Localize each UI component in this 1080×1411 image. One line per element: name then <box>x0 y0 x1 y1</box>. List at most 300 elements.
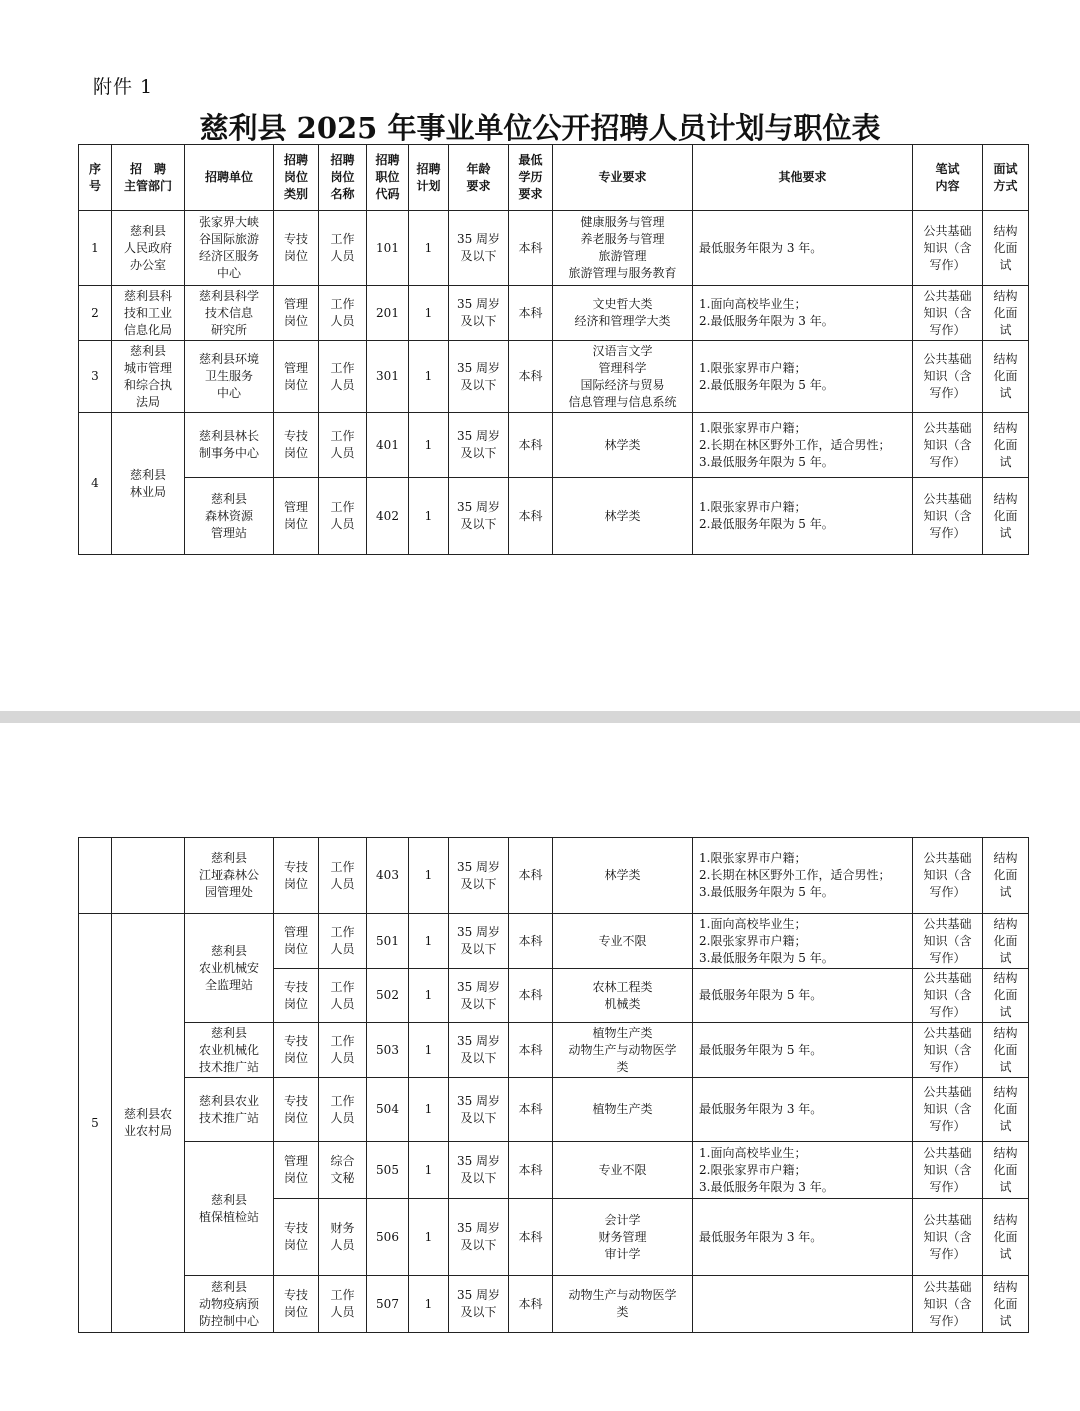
cell-line: 35 周岁 <box>456 500 501 514</box>
seq-cell: 5 <box>79 914 112 1333</box>
cell-line: 岗位 <box>283 1171 308 1185</box>
cell-line: 1.限张家界市户籍； <box>699 851 807 865</box>
cell-line: 专业不限 <box>598 933 647 948</box>
header-exam <box>913 145 983 211</box>
cell-line: 中心 <box>216 386 241 400</box>
cell-line: 文秘 <box>330 1171 355 1185</box>
interview-cell <box>983 478 1029 555</box>
cell-line: 35 周岁 <box>456 1288 501 1302</box>
cell-line: 专技 <box>283 1221 308 1235</box>
cell-line: 旅游管理与服务教育 <box>568 266 677 280</box>
major-cell <box>553 1078 693 1142</box>
table-row <box>79 1078 1029 1142</box>
other-cell <box>693 1276 913 1333</box>
plan-cell: 1 <box>409 969 449 1023</box>
cell-line: 35 周岁 <box>456 297 501 311</box>
cell-line: 慈利县 <box>210 851 247 865</box>
cell-line: 慈利县 <box>129 223 166 238</box>
table-row <box>79 286 1029 341</box>
age-cell <box>449 286 509 341</box>
cell-line: 知识（含 <box>923 1296 972 1311</box>
cell-line: 及以下 <box>460 942 497 956</box>
cell-line: 写作） <box>929 386 966 400</box>
cell-line: 工作 <box>330 1034 355 1048</box>
header-plan <box>409 145 449 211</box>
cell-line: 岗位 <box>283 377 308 392</box>
cell-line: 试 <box>999 386 1012 400</box>
other-cell <box>693 914 913 969</box>
seq-cell: 4 <box>79 413 112 555</box>
cell-line: 全监理站 <box>204 977 253 992</box>
cell-line: 1.面向高校毕业生； <box>699 916 807 931</box>
cell-line: 化面 <box>993 240 1018 255</box>
unit-cell <box>185 211 274 286</box>
cell-line: 业农村局 <box>123 1124 172 1138</box>
cell-line: 笔试 <box>935 161 960 176</box>
cell-line: 工作 <box>330 1288 355 1302</box>
table-row <box>79 478 1029 555</box>
age-cell <box>449 1276 509 1333</box>
post-type-cell <box>274 1142 319 1199</box>
cell-line: 及以下 <box>460 314 497 328</box>
other-cell <box>693 286 913 341</box>
cell-line: 林学类 <box>604 437 641 452</box>
cell-line: 慈利县农 <box>123 1107 172 1121</box>
header-code <box>367 145 409 211</box>
interview-cell <box>983 1023 1029 1078</box>
plan-cell: 1 <box>409 1142 449 1199</box>
code-cell: 502 <box>367 969 409 1023</box>
exam-cell <box>913 1142 983 1199</box>
post-type-cell <box>274 478 319 555</box>
cell-line: 知识（含 <box>923 1102 972 1116</box>
edu-cell: 本科 <box>509 1199 553 1276</box>
cell-line: 化面 <box>993 988 1018 1002</box>
cell-line: 专技 <box>283 429 308 443</box>
cell-line: 信息化局 <box>123 322 172 337</box>
cell-line: 化面 <box>993 1229 1018 1244</box>
cell-line: 35 周岁 <box>456 429 501 443</box>
plan-cell: 1 <box>409 838 449 914</box>
cell-line: 及以下 <box>460 876 497 891</box>
cell-line: 林学类 <box>604 868 641 882</box>
cell-line: 试 <box>999 1313 1012 1328</box>
cell-line: 林业局 <box>129 484 166 499</box>
cell-line: 写作） <box>929 1246 966 1261</box>
cell-line: 会计学 <box>604 1212 641 1227</box>
cell-line: 1.限张家界市户籍； <box>699 500 807 514</box>
post-name-cell <box>319 413 367 478</box>
cell-line: 及以下 <box>460 446 497 460</box>
major-cell <box>553 341 693 413</box>
exam-cell <box>913 478 983 555</box>
interview-cell <box>983 1078 1029 1142</box>
code-cell: 402 <box>367 478 409 555</box>
cell-line: 岗位 <box>283 446 308 460</box>
cell-line: 技术推广站 <box>198 1110 259 1125</box>
cell-line: 35 周岁 <box>456 1093 501 1108</box>
cell-line: 公共基础 <box>923 1025 972 1040</box>
unit-cell <box>185 838 274 914</box>
header-interview <box>983 145 1029 211</box>
major-cell <box>553 286 693 341</box>
post-type-cell <box>274 211 319 286</box>
table-row <box>79 1142 1029 1199</box>
cell-line: 管理 <box>283 500 308 514</box>
cell-line: 35 周岁 <box>456 859 501 874</box>
cell-line: 人员 <box>330 1305 355 1319</box>
cell-line: 写作） <box>929 1005 966 1019</box>
cell-line: 工作 <box>330 297 355 311</box>
table-row <box>79 413 1029 478</box>
cell-line: 知识（含 <box>923 369 972 383</box>
major-cell <box>553 211 693 286</box>
code-cell: 507 <box>367 1276 409 1333</box>
cell-line: 1.面向高校毕业生； <box>699 1145 807 1160</box>
cell-line: 慈利县科学 <box>198 288 259 303</box>
major-cell <box>553 1199 693 1276</box>
seq-cell <box>79 838 112 914</box>
cell-line: 结构 <box>993 491 1018 506</box>
other-cell <box>693 1142 913 1199</box>
unit-cell <box>185 341 274 413</box>
cell-line: 招聘 <box>416 161 441 176</box>
cell-line: 结构 <box>993 1025 1018 1040</box>
cell-line: 人员 <box>330 249 355 263</box>
cell-line: 人员 <box>330 942 355 956</box>
cell-line: 学历 <box>518 170 543 184</box>
cell-line: 知识（含 <box>923 988 972 1002</box>
exam-cell <box>913 1023 983 1078</box>
dept-cell <box>112 838 185 914</box>
cell-line: 慈利县 <box>129 467 166 482</box>
edu-cell: 本科 <box>509 1023 553 1078</box>
cell-line: 公共基础 <box>923 1085 972 1099</box>
cell-line: 知识（含 <box>923 437 972 452</box>
cell-line: 公共基础 <box>923 223 972 238</box>
exam-cell <box>913 914 983 969</box>
cell-line: 岗位 <box>283 1305 308 1319</box>
edu-cell: 本科 <box>509 1276 553 1333</box>
cell-line: 慈利县环境 <box>198 352 259 366</box>
cell-line: 慈利县农业 <box>198 1093 259 1108</box>
cell-line: 最低服务年限为 3 年。 <box>699 1229 823 1244</box>
cell-line: 结构 <box>993 1085 1018 1099</box>
cell-line: 年龄 <box>466 161 491 176</box>
table-row <box>79 211 1029 286</box>
cell-line: 写作） <box>929 1119 966 1133</box>
cell-line: 试 <box>999 1246 1012 1261</box>
cell-line: 工作 <box>330 360 355 375</box>
cell-line: 招 聘 <box>129 161 166 176</box>
cell-line: 公共基础 <box>923 1145 972 1160</box>
cell-line: 岗位 <box>330 170 355 184</box>
cell-line: 最低服务年限为 5 年。 <box>699 1042 823 1057</box>
post-name-cell <box>319 478 367 555</box>
post-name-cell <box>319 211 367 286</box>
major-cell <box>553 914 693 969</box>
cell-line: 工作 <box>330 232 355 246</box>
cell-line: 号 <box>88 178 101 193</box>
attachment-label: 附件 1 <box>93 76 154 98</box>
cell-line: 专业不限 <box>598 1162 647 1177</box>
code-cell: 401 <box>367 413 409 478</box>
cell-line: 试 <box>999 525 1012 540</box>
cell-line: 机械类 <box>604 996 641 1011</box>
cell-line: 35 周岁 <box>456 1221 501 1235</box>
cell-line: 35 周岁 <box>456 1034 501 1048</box>
cell-line: 化面 <box>993 933 1018 948</box>
cell-line: 岗位 <box>283 170 308 184</box>
cell-line: 写作） <box>929 950 966 965</box>
table-row <box>79 838 1029 914</box>
exam-cell <box>913 211 983 286</box>
cell-line: 及以下 <box>460 1110 497 1125</box>
plan-cell: 1 <box>409 413 449 478</box>
cell-line: 最低 <box>518 153 543 167</box>
cell-line: 招聘 <box>330 153 355 167</box>
cell-line: 植保植检站 <box>198 1209 259 1224</box>
cell-line: 岗位 <box>283 249 308 263</box>
cell-line: 公共基础 <box>923 420 972 435</box>
cell-line: 公共基础 <box>923 352 972 366</box>
other-cell <box>693 838 913 914</box>
cell-line: 知识（含 <box>923 1042 972 1057</box>
page-separator <box>0 711 1080 723</box>
cell-line: 结构 <box>993 352 1018 366</box>
cell-line: 试 <box>999 257 1012 272</box>
edu-cell: 本科 <box>509 478 553 555</box>
cell-line: 试 <box>999 1119 1012 1133</box>
cell-line: 财务 <box>330 1221 355 1235</box>
cell-line: 公共基础 <box>923 288 972 303</box>
cell-line: 内容 <box>935 178 960 193</box>
cell-line: 工作 <box>330 500 355 514</box>
cell-line: 管理科学 <box>598 360 647 375</box>
cell-line: 代码 <box>375 187 400 201</box>
code-cell: 201 <box>367 286 409 341</box>
cell-line: 人员 <box>330 996 355 1011</box>
cell-line: 结构 <box>993 1279 1018 1294</box>
edu-cell: 本科 <box>509 413 553 478</box>
cell-line: 2.最低服务年限为 3 年。 <box>699 314 834 328</box>
edu-cell: 本科 <box>509 1142 553 1199</box>
major-cell <box>553 478 693 555</box>
code-cell: 301 <box>367 341 409 413</box>
exam-cell <box>913 286 983 341</box>
cell-line: 面试 <box>993 161 1018 176</box>
cell-line: 慈利县科 <box>123 288 172 303</box>
cell-line: 经济区服务 <box>198 249 259 263</box>
cell-line: 化面 <box>993 305 1018 320</box>
cell-line: 结构 <box>993 851 1018 865</box>
cell-line: 知识（含 <box>923 933 972 948</box>
cell-line: 1.限张家界市户籍； <box>699 360 807 375</box>
cell-line: 知识（含 <box>923 508 972 523</box>
cell-line: 要求 <box>466 178 491 193</box>
cell-line: 管理 <box>283 925 308 939</box>
cell-line: 人员 <box>330 446 355 460</box>
cell-line: 化面 <box>993 1296 1018 1311</box>
other-cell <box>693 1199 913 1276</box>
plan-cell: 1 <box>409 914 449 969</box>
cell-line: 最低服务年限为 5 年。 <box>699 988 823 1002</box>
seq-cell: 2 <box>79 286 112 341</box>
cell-line: 专技 <box>283 1034 308 1048</box>
exam-cell <box>913 341 983 413</box>
cell-line: 化面 <box>993 369 1018 383</box>
cell-line: 工作 <box>330 859 355 874</box>
cell-line: 写作） <box>929 1059 966 1074</box>
cell-line: 慈利县 <box>210 1192 247 1207</box>
cell-line: 计划 <box>416 178 441 193</box>
cell-line: 写作） <box>929 257 966 272</box>
plan-cell: 1 <box>409 1023 449 1078</box>
cell-line: 最低服务年限为 3 年。 <box>699 1102 823 1116</box>
cell-line: 知识（含 <box>923 305 972 320</box>
plan-cell: 1 <box>409 341 449 413</box>
post-type-cell <box>274 1023 319 1078</box>
age-cell <box>449 914 509 969</box>
unit-cell <box>185 1276 274 1333</box>
cell-line: 张家界大峡 <box>198 215 259 229</box>
cell-line: 江垭森林公 <box>198 868 259 882</box>
cell-line: 人员 <box>330 377 355 392</box>
cell-line: 招聘单位 <box>204 170 253 184</box>
dept-cell <box>112 341 185 413</box>
header-seq <box>79 145 112 211</box>
cell-line: 公共基础 <box>923 916 972 931</box>
dept-cell <box>112 914 185 1333</box>
cell-line: 其他要求 <box>778 170 827 184</box>
cell-line: 招聘 <box>375 153 400 167</box>
cell-line: 知识（含 <box>923 240 972 255</box>
exam-cell <box>913 1276 983 1333</box>
cell-line: 试 <box>999 322 1012 337</box>
cell-line: 岗位 <box>283 1238 308 1252</box>
unit-cell <box>185 1142 274 1276</box>
exam-cell <box>913 413 983 478</box>
unit-cell <box>185 1023 274 1078</box>
unit-cell <box>185 413 274 478</box>
cell-line: 健康服务与管理 <box>580 215 665 229</box>
edu-cell: 本科 <box>509 341 553 413</box>
seq-cell: 3 <box>79 341 112 413</box>
post-name-cell <box>319 1199 367 1276</box>
post-type-cell <box>274 1199 319 1276</box>
cell-line: 知识（含 <box>923 868 972 882</box>
recruitment-table-part-1 <box>78 144 1029 555</box>
header-post-type <box>274 145 319 211</box>
table-row <box>79 341 1029 413</box>
cell-line: 专技 <box>283 1288 308 1302</box>
cell-line: 试 <box>999 454 1012 469</box>
cell-line: 城市管理 <box>123 360 172 375</box>
post-name-cell <box>319 1023 367 1078</box>
code-cell: 506 <box>367 1199 409 1276</box>
cell-line: 岗位 <box>283 517 308 531</box>
code-cell: 501 <box>367 914 409 969</box>
interview-cell <box>983 1199 1029 1276</box>
other-cell <box>693 1023 913 1078</box>
cell-line: 森林资源 <box>204 508 253 523</box>
other-cell <box>693 478 913 555</box>
cell-line: 3.最低服务年限为 5 年。 <box>699 885 834 899</box>
cell-line: 岗位 <box>283 942 308 956</box>
cell-line: 35 周岁 <box>456 925 501 939</box>
cell-line: 专技 <box>283 859 308 874</box>
plan-cell: 1 <box>409 286 449 341</box>
cell-line: 专技 <box>283 1093 308 1108</box>
header-row <box>79 145 1029 211</box>
cell-line: 试 <box>999 1179 1012 1194</box>
cell-line: 专技 <box>283 979 308 994</box>
cell-line: 结构 <box>993 1212 1018 1227</box>
cell-line: 试 <box>999 885 1012 899</box>
cell-line: 林学类 <box>604 508 641 523</box>
other-cell <box>693 211 913 286</box>
cell-line: 序 <box>88 161 101 176</box>
cell-line: 写作） <box>929 525 966 540</box>
cell-line: 专业要求 <box>598 170 647 184</box>
cell-line: 3.最低服务年限为 3 年。 <box>699 1179 834 1194</box>
cell-line: 公共基础 <box>923 851 972 865</box>
cell-line: 人员 <box>330 314 355 328</box>
header-other <box>693 145 913 211</box>
cell-line: 2.限张家界市户籍； <box>699 1162 807 1177</box>
cell-line: 公共基础 <box>923 1212 972 1227</box>
cell-line: 主管部门 <box>123 178 172 193</box>
post-name-cell <box>319 1142 367 1199</box>
cell-line: 研究所 <box>210 322 247 337</box>
cell-line: 化面 <box>993 1042 1018 1057</box>
cell-line: 人员 <box>330 1238 355 1252</box>
exam-cell <box>913 969 983 1023</box>
cell-line: 2.最低服务年限为 5 年。 <box>699 517 834 531</box>
cell-line: 人员 <box>330 1110 355 1125</box>
age-cell <box>449 478 509 555</box>
cell-line: 写作） <box>929 885 966 899</box>
cell-line: 管理 <box>283 1154 308 1168</box>
cell-line: 植物生产类 <box>592 1102 653 1116</box>
age-cell <box>449 969 509 1023</box>
cell-line: 1.限张家界市户籍； <box>699 420 807 435</box>
cell-line: 慈利县 <box>129 343 166 358</box>
cell-line: 写作） <box>929 322 966 337</box>
cell-line: 管理 <box>283 360 308 375</box>
exam-cell <box>913 1199 983 1276</box>
major-cell <box>553 1142 693 1199</box>
cell-line: 农林工程类 <box>592 979 653 994</box>
cell-line: 办公室 <box>129 257 166 272</box>
cell-line: 人员 <box>330 876 355 891</box>
cell-line: 慈利县林长 <box>198 429 259 443</box>
table-row <box>79 1023 1029 1078</box>
cell-line: 公共基础 <box>923 971 972 985</box>
cell-line: 审计学 <box>604 1246 641 1261</box>
cell-line: 中心 <box>216 266 241 280</box>
cell-line: 财务管理 <box>598 1229 647 1244</box>
major-cell <box>553 969 693 1023</box>
cell-line: 管理站 <box>210 525 247 540</box>
age-cell <box>449 211 509 286</box>
unit-cell <box>185 286 274 341</box>
post-name-cell <box>319 838 367 914</box>
cell-line: 工作 <box>330 429 355 443</box>
edu-cell: 本科 <box>509 286 553 341</box>
major-cell <box>553 1276 693 1333</box>
cell-line: 化面 <box>993 508 1018 523</box>
